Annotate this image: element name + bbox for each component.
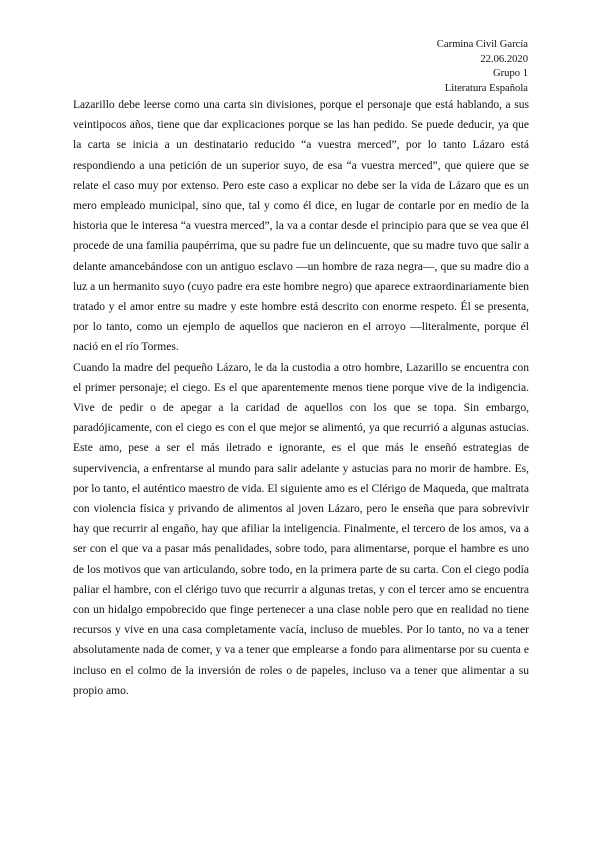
author-name: Carmina Civil García — [436, 39, 528, 50]
subject-label: Literatura Española — [444, 82, 528, 94]
document-date: 22.06.2020 — [480, 53, 528, 65]
paragraph-2: Cuando la madre del pequeño Lázaro, le da la custodia a otro hombre, Lazarillo se encuentra con el primer personaje; el ciego. Es el que aparentemente menos tiene porque vive de la indigencia. Vive de pedir o de apegar a la caridad de aquellos con los que se topa. Sin embargo, paradójicamente, con el ciego es con el que mejor se alimentó, ya que recurrió a algunas astucias. Este amo, pese a ser el más iletrado e ignorante, es el que más le enseñó estrategias de supervivencia, a enfrentarse al mundo para salir adelante y astucias para no morir de hambre. Es, por lo tanto, el auténtico maestro de vida. El siguiente amo es el Clérigo de Maqueda, que maltrata con violencia física y privando de alimentos al joven Lázaro, pero le enseña que para sobrevivir hay que recurrir al engaño, hay que afiliar la inteligencia. Finalmente, el tercero de los amos, va a ser con el que va a pasar más penalidades, sobre todo, para alimentarse, porque el hambre es uno de los motivos que van articulando, sobre todo, en la primera parte de su carta. Con el ciego podía paliar el hambre, con el clérigo tuvo que recurrir a algunas tretas, y con el tercer amo se encuentra con un hidalgo empobrecido que finge pertenecer a una clase noble pero que en realidad no tiene recursos y vive en una casa completamente vacía, incluso de muebles. Por lo tanto, no va a tener absolutamente nada de comer, y va a tener que emplearse a fondo para alimentarse por su cuenta e incluso en el colmo de la inversión de roles o de papeles, incluso va a tener que alimentar a su propio amo. — [73, 361, 529, 697]
group-label: Grupo 1 — [492, 68, 528, 79]
document-body — [73, 95, 529, 701]
paragraph-1: Lazarillo debe leerse como una carta sin divisiones, porque el personaje que está hablando, a sus veintipocos años, tiene que dar explicaciones porque se las han pedido. Se puede deducir, ya que la carta se inicia a un destinatario reducido “a vuestra merced”, por lo tanto Lázaro está respondiendo a una petición de un superior suyo, de esa “a vuestra merced”, que quiere que se relate el caso muy por extenso. Pero este caso a explicar no debe ser la vida de Lázaro que es un mero empleado municipal, sino que, tal y como él dice, en lugar de contarle por en medio de la historia que le interesa “a vuestra merced”, la va a contar desde el principio para que se vea que él procede de una familia paupérrima, que su padre fue un delincuente, que su madre tuvo que salir a delante amancebándose con un antiguo esclavo —un hombre de raza negra—, que su madre dio a luz a un hermanito suyo (cuyo padre era este hombre negro) que aparece extraordinariamente bien tratado y el amor entre su madre y este hombre está descrito con enorme respeto. Él se presenta, por lo tanto, como un ejemplo de aquellos que nacieron en el arroyo —literalmente, porque él nació en el río Tormes. — [73, 99, 529, 354]
document-header — [437, 38, 528, 96]
